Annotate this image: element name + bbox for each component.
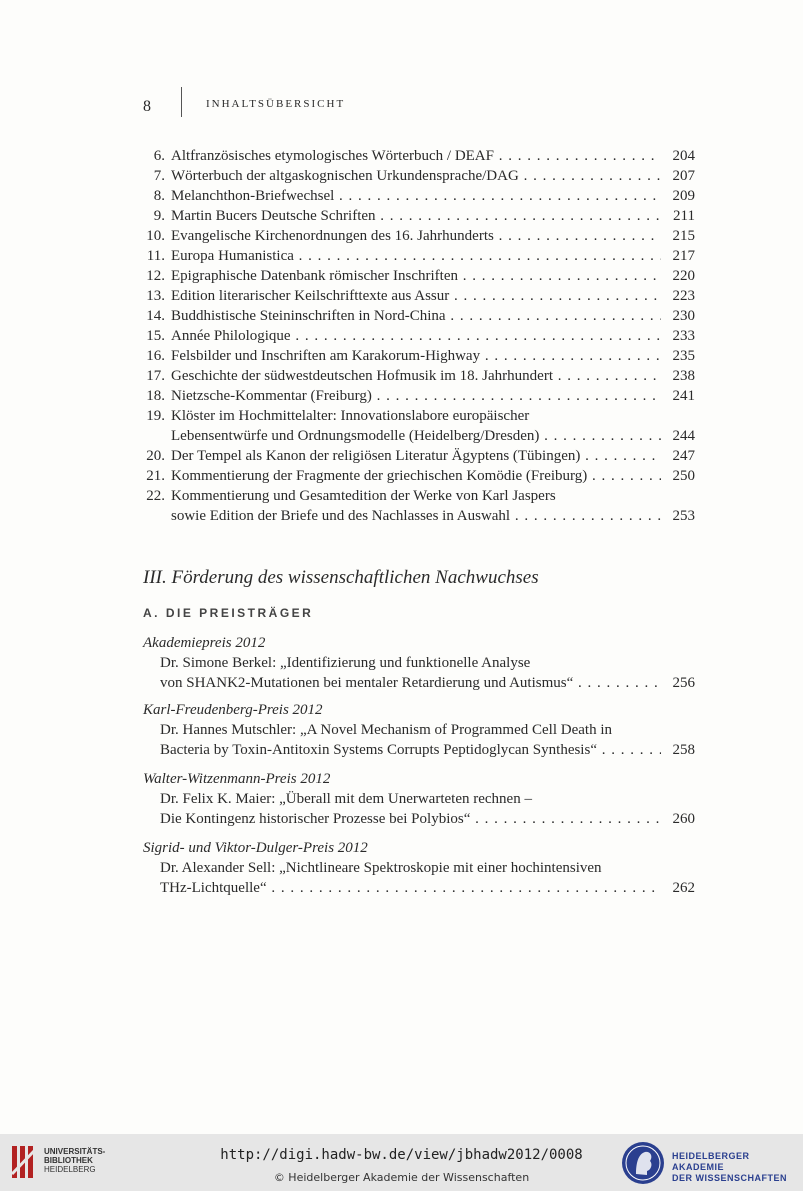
toc-entry-title: Kommentierung der Fragmente der griechischen Komödie (Freiburg) . . . <box>171 466 661 486</box>
toc-entry-page: 253 <box>672 508 695 524</box>
prize-name: Karl-Freudenberg-Preis 2012 <box>143 702 323 718</box>
toc-entry-title: Wörterbuch der altgaskognischen Urkundensprache/DAG . . . <box>171 166 661 186</box>
toc-entry-page: 223 <box>672 288 695 304</box>
toc-entry <box>143 166 695 186</box>
toc-entry-page: 209 <box>672 188 695 204</box>
page-header <box>143 95 346 119</box>
toc-entry-page: 250 <box>672 468 695 484</box>
toc-entry-number: 17. <box>146 368 165 384</box>
toc-entry-title: sowie Edition der Briefe und des Nachlasses in Auswahl . . . <box>171 506 661 526</box>
toc-entry-number: 8. <box>153 188 165 204</box>
toc-entry-number: 22. <box>146 488 165 504</box>
prize-description: Dr. Alexander Sell: „Nichtlineare Spektroskopie mit einer hochintensiven <box>160 860 602 876</box>
prize-description-line <box>143 858 695 878</box>
toc-entry-title: Altfranzösisches etymologisches Wörterbuch / DEAF . . . <box>171 146 661 166</box>
toc-entry-title: Felsbilder und Inschriften am Karakorum-Highway . . . <box>171 346 661 366</box>
prize-entry <box>143 838 695 898</box>
source-url-link[interactable]: http://digi.hadw-bw.de/view/jbhadw2012/0008 <box>220 1147 583 1163</box>
toc-entry <box>143 266 695 286</box>
toc-entry-number: 20. <box>146 448 165 464</box>
toc-entry <box>143 226 695 246</box>
prize-description-line <box>143 673 695 693</box>
toc-entry <box>143 346 695 366</box>
toc-entry-page: 235 <box>672 348 695 364</box>
toc-entry-number: 19. <box>146 408 165 424</box>
academy-seal-icon <box>620 1140 666 1186</box>
toc-entry-number: 12. <box>146 268 165 284</box>
toc-entry-number: 10. <box>146 228 165 244</box>
toc-entry-number: 13. <box>146 288 165 304</box>
toc-entry-title: Epigraphische Datenbank römischer Inschriften . . . <box>171 266 661 286</box>
toc-entry <box>143 306 695 326</box>
toc-entry-title: Lebensentwürfe und Ordnungsmodelle (Heidelberg/Dresden) . . . <box>171 426 661 446</box>
toc-entry <box>143 426 695 446</box>
toc-entry-title: Martin Bucers Deutsche Schriften . . . <box>171 206 661 226</box>
prize-description: Dr. Felix K. Maier: „Überall mit dem Unerwarteten rechnen – <box>160 791 532 807</box>
toc-entry-page: 238 <box>672 368 695 384</box>
toc-entry <box>143 326 695 346</box>
toc-entry-number: 9. <box>153 208 165 224</box>
toc-entry <box>143 486 695 506</box>
toc-entry <box>143 466 695 486</box>
toc-entry-number: 21. <box>146 468 165 484</box>
toc-entry-page: 241 <box>672 388 695 404</box>
prize-page: 256 <box>672 675 695 691</box>
toc-entry-number: 11. <box>146 248 165 264</box>
prize-name: Walter-Witzenmann-Preis 2012 <box>143 771 331 787</box>
toc-entry <box>143 446 695 466</box>
footer-bar <box>0 1134 803 1191</box>
prize-description: von SHANK2-Mutationen bei mentaler Retardierung und Autismus“ . . . <box>160 673 661 693</box>
toc-entry-page: 247 <box>672 448 695 464</box>
toc-entry-page: 207 <box>672 168 695 184</box>
toc-entry <box>143 286 695 306</box>
toc-entry <box>143 406 695 426</box>
toc-entry-number: 16. <box>146 348 165 364</box>
toc-entry-page: 204 <box>672 148 695 164</box>
toc-entry-page: 220 <box>672 268 695 284</box>
toc-entry-page: 244 <box>672 428 695 444</box>
prize-page: 262 <box>672 880 695 896</box>
copyright-notice: © Heidelberger Akademie der Wissenschaften <box>273 1171 530 1184</box>
prize-entry <box>143 769 695 829</box>
prize-name: Sigrid- und Viktor-Dulger-Preis 2012 <box>143 840 368 856</box>
toc-entry-title: Melanchthon-Briefwechsel . . . <box>171 186 661 206</box>
prize-description-line <box>143 809 695 829</box>
prize-description-line <box>143 653 695 673</box>
prize-entry <box>143 700 695 760</box>
toc-entry-title: Kommentierung und Gesamtedition der Werke von Karl Jaspers <box>171 488 556 504</box>
prize-description: Dr. Simone Berkel: „Identifizierung und funktionelle Analyse <box>160 655 531 671</box>
toc-entry-number: 18. <box>146 388 165 404</box>
toc-entry <box>143 146 695 166</box>
page-number: 8 <box>143 98 151 115</box>
toc-entry-page: 217 <box>672 248 695 264</box>
toc-entry <box>143 386 695 406</box>
toc-entry-number: 15. <box>146 328 165 344</box>
section-title: III. Förderung des wissenschaftlichen Nachwuchses <box>143 567 539 588</box>
toc-entry <box>143 246 695 266</box>
toc-entry <box>143 186 695 206</box>
prize-description-line <box>143 878 695 898</box>
prize-description: Bacteria by Toxin-Antitoxin Systems Corrupts Peptidoglycan Synthesis“ . . . <box>160 740 661 760</box>
toc-entry-number: 6. <box>153 148 165 164</box>
prize-page: 258 <box>672 742 695 758</box>
prize-name: Akademiepreis 2012 <box>143 635 266 651</box>
prize-description: Die Kontingenz historischer Prozesse bei Polybios“ . . . <box>160 809 661 829</box>
running-title: INHALTSÜBERSICHT <box>206 98 346 110</box>
university-library-name: UNIVERSITÄTS- BIBLIOTHEK HEIDELBERG <box>44 1147 106 1174</box>
academy-name: HEIDELBERGER AKADEMIE DER WISSENSCHAFTEN <box>672 1151 788 1183</box>
toc-entry-page: 211 <box>673 208 695 224</box>
prize-page: 260 <box>672 811 695 827</box>
prize-description-line <box>143 720 695 740</box>
toc-entry-title: Der Tempel als Kanon der religiösen Literatur Ägyptens (Tübingen) . . . <box>171 446 661 466</box>
toc-entry-page: 233 <box>672 328 695 344</box>
header-divider <box>181 87 182 117</box>
toc-entry-number: 14. <box>146 308 165 324</box>
toc-entry <box>143 366 695 386</box>
prize-entry <box>143 633 695 693</box>
toc-entry-title: Geschichte der südwestdeutschen Hofmusik im 18. Jahrhundert . . . <box>171 366 661 386</box>
toc-entry-title: Evangelische Kirchenordnungen des 16. Jahrhunderts . . . <box>171 226 661 246</box>
toc-entry-title: Europa Humanistica . . . <box>171 246 661 266</box>
toc-entry-title: Edition literarischer Keilschrifttexte aus Assur . . . <box>171 286 661 306</box>
prize-description: Dr. Hannes Mutschler: „A Novel Mechanism of Programmed Cell Death in <box>160 722 612 738</box>
toc-entry-page: 215 <box>672 228 695 244</box>
prize-description-line <box>143 789 695 809</box>
toc-entry-title: Année Philologique . . . <box>171 326 661 346</box>
toc-list <box>143 146 695 526</box>
section-subheading: A. DIE PREISTRÄGER <box>143 606 314 620</box>
toc-entry <box>143 506 695 526</box>
toc-entry-title: Nietzsche-Kommentar (Freiburg) . . . <box>171 386 661 406</box>
toc-entry-page: 230 <box>672 308 695 324</box>
toc-entry-number: 7. <box>153 168 165 184</box>
toc-entry-title: Klöster im Hochmittelalter: Innovationslabore europäischer <box>171 408 530 424</box>
toc-entry-title: Buddhistische Steininschriften in Nord-China . . . <box>171 306 661 326</box>
toc-entry <box>143 206 695 226</box>
prize-description-line <box>143 740 695 760</box>
prize-description: THz-Lichtquelle“ . . . <box>160 878 661 898</box>
